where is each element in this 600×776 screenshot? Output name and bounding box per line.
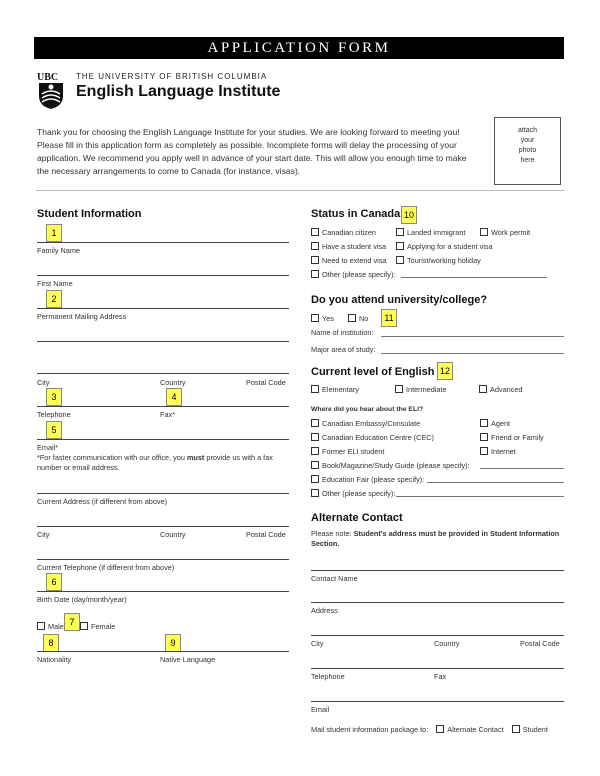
svg-text:UBC: UBC bbox=[37, 72, 59, 83]
status-tourist-holiday[interactable] bbox=[396, 256, 481, 265]
option-label: Have a student visa bbox=[322, 242, 387, 251]
intro-paragraph-1: Thank you for choosing the English Language Institute for your studies. We are looking forward to meeting you! bbox=[37, 127, 460, 137]
checkbox-box[interactable] bbox=[311, 447, 319, 455]
family-name-field[interactable] bbox=[37, 242, 289, 243]
divider bbox=[36, 190, 564, 191]
option-label: Need to extend visa bbox=[322, 256, 387, 265]
ubc-crest-logo bbox=[36, 70, 66, 110]
major-field[interactable] bbox=[381, 353, 564, 354]
checkbox-box[interactable] bbox=[311, 489, 319, 497]
checkbox-box[interactable] bbox=[480, 419, 488, 427]
hear-other-field[interactable] bbox=[396, 496, 564, 497]
annotation-tag-5: 5 bbox=[46, 421, 62, 439]
option-label: Book/Magazine/Study Guide (please specify): bbox=[322, 461, 470, 470]
intro-paragraph-2: Please fill in this application form as completely as possible. Incomplete forms will delay the processing of your application. We recommend you apply well in advance of your start date. This will allow you enough time to make the necessary arrangements to come to Canada (for instance, visas). bbox=[37, 140, 467, 176]
alternate-contact-heading: Alternate Contact bbox=[311, 512, 403, 524]
checkbox-box[interactable] bbox=[480, 228, 488, 236]
option-label: Other (please specify): bbox=[322, 270, 396, 279]
annotation-tag-3: 3 bbox=[46, 388, 62, 406]
option-label: Alternate Contact bbox=[447, 725, 504, 734]
email-label: Email bbox=[311, 705, 330, 714]
note-text: Please note: bbox=[311, 529, 354, 538]
current-address-field[interactable] bbox=[37, 493, 289, 494]
telephone-label: Telephone bbox=[37, 410, 71, 419]
city-label: City bbox=[37, 378, 50, 387]
option-label: Tourist/working holiday bbox=[407, 256, 481, 265]
first-name-label: First Name bbox=[37, 279, 73, 288]
option-label: Education Fair (please specify): bbox=[322, 475, 425, 484]
level-advanced[interactable] bbox=[479, 385, 522, 394]
status-canadian-citizen[interactable] bbox=[311, 228, 376, 237]
city-country-postal-field[interactable] bbox=[37, 373, 289, 374]
postal-code-label: Postal Code bbox=[246, 378, 286, 387]
option-label: Applying for a student visa bbox=[407, 242, 493, 251]
city-label: City bbox=[311, 639, 324, 648]
checkbox-box[interactable] bbox=[311, 228, 319, 236]
female-label: Female bbox=[91, 622, 116, 631]
mail-alternate-checkbox[interactable] bbox=[436, 725, 503, 734]
photo-box-line: attach bbox=[517, 127, 538, 134]
checkbox-box[interactable] bbox=[480, 433, 488, 441]
annotation-tag-9: 9 bbox=[165, 634, 181, 652]
institution-label: Name of institution: bbox=[311, 328, 374, 337]
checkbox-box[interactable] bbox=[37, 622, 45, 630]
hear-internet[interactable] bbox=[480, 447, 516, 456]
intro-text bbox=[37, 126, 477, 178]
contact-telephone-fax-field[interactable] bbox=[311, 668, 564, 669]
contact-name-field[interactable] bbox=[311, 570, 564, 571]
hear-agent[interactable] bbox=[480, 419, 510, 428]
hear-fair-field[interactable] bbox=[427, 482, 564, 483]
family-name-label: Family Name bbox=[37, 246, 80, 255]
status-student-visa[interactable] bbox=[311, 242, 386, 251]
level-intermediate[interactable] bbox=[395, 385, 447, 394]
english-level-heading: Current level of English bbox=[311, 366, 435, 378]
postal-code-label: Postal Code bbox=[246, 530, 286, 539]
hear-other[interactable] bbox=[311, 489, 395, 498]
university-yes-checkbox[interactable] bbox=[311, 314, 334, 323]
option-label: Former ELI student bbox=[322, 447, 385, 456]
form-title-banner: APPLICATION FORM bbox=[34, 37, 564, 59]
checkbox-box[interactable] bbox=[512, 725, 520, 733]
annotation-tag-12: 12 bbox=[437, 362, 453, 380]
city-label: City bbox=[37, 530, 50, 539]
status-other-field[interactable] bbox=[401, 277, 547, 278]
option-label: Elementary bbox=[322, 385, 359, 394]
male-checkbox[interactable] bbox=[37, 622, 64, 631]
birth-date-label: Birth Date (day/month/year) bbox=[37, 595, 127, 604]
university-name: THE UNIVERSITY OF BRITISH COLUMBIA bbox=[76, 72, 268, 81]
checkbox-box[interactable] bbox=[311, 461, 319, 469]
current-telephone-field[interactable] bbox=[37, 559, 289, 560]
email-label: Email* bbox=[37, 443, 59, 452]
checkbox-box[interactable] bbox=[395, 385, 403, 393]
status-extend-visa[interactable] bbox=[311, 256, 387, 265]
annotation-tag-6: 6 bbox=[46, 573, 62, 591]
option-label: Canadian Embassy/Consulate bbox=[322, 419, 421, 428]
contact-address-label: Address bbox=[311, 606, 338, 615]
option-label: Internet bbox=[491, 447, 516, 456]
no-label: No bbox=[359, 314, 369, 323]
annotation-tag-10: 10 bbox=[401, 206, 417, 224]
institution-field[interactable] bbox=[381, 336, 564, 337]
mail-student-checkbox[interactable] bbox=[512, 725, 548, 734]
level-elementary[interactable] bbox=[311, 385, 359, 394]
status-heading: Status in Canada bbox=[311, 208, 401, 220]
option-label: Canadian citizen bbox=[322, 228, 376, 237]
checkbox-box[interactable] bbox=[311, 385, 319, 393]
major-label: Major area of study: bbox=[311, 345, 376, 354]
checkbox-box[interactable] bbox=[311, 475, 319, 483]
hear-former-student[interactable] bbox=[311, 447, 384, 456]
contact-address-field[interactable] bbox=[311, 602, 564, 603]
contact-city-country-postal-field[interactable] bbox=[311, 635, 564, 636]
option-label: Work permit bbox=[491, 228, 531, 237]
mailing-address-field-2[interactable] bbox=[37, 341, 289, 342]
university-no-checkbox[interactable] bbox=[348, 314, 368, 323]
photo-attachment-box[interactable] bbox=[494, 117, 561, 185]
annotation-tag-11: 11 bbox=[381, 309, 397, 327]
mailing-address-label: Permanent Mailing Address bbox=[37, 312, 127, 321]
annotation-tag-8: 8 bbox=[43, 634, 59, 652]
first-name-field[interactable] bbox=[37, 275, 289, 276]
checkbox-box[interactable] bbox=[311, 314, 319, 322]
hear-book-field[interactable] bbox=[480, 468, 564, 469]
fax-label: Fax bbox=[434, 672, 447, 681]
checkbox-box[interactable] bbox=[311, 270, 319, 278]
mail-package-row bbox=[311, 725, 548, 734]
annotation-tag-4: 4 bbox=[166, 388, 182, 406]
student-info-heading: Student Information bbox=[37, 208, 142, 220]
checkbox-box[interactable] bbox=[311, 242, 319, 250]
hear-embassy[interactable] bbox=[311, 419, 420, 428]
note-emphasis: must bbox=[186, 453, 205, 462]
country-label: Country bbox=[160, 530, 186, 539]
status-applying-visa[interactable] bbox=[396, 242, 493, 251]
hear-about-heading: Where did you hear about the ELI? bbox=[311, 406, 424, 413]
email-field[interactable] bbox=[37, 439, 289, 440]
option-label: Landed immigrant bbox=[407, 228, 466, 237]
checkbox-box[interactable] bbox=[311, 433, 319, 441]
photo-box-line: your bbox=[520, 137, 535, 144]
option-label: Advanced bbox=[490, 385, 523, 394]
country-label: Country bbox=[160, 378, 186, 387]
option-label: Other (please specify): bbox=[322, 489, 396, 498]
status-work-permit[interactable] bbox=[480, 228, 530, 237]
checkbox-box[interactable] bbox=[80, 622, 88, 630]
status-other[interactable] bbox=[311, 270, 395, 279]
photo-box-line: photo bbox=[518, 147, 537, 154]
yes-label: Yes bbox=[322, 314, 334, 323]
current-city-country-postal-field[interactable] bbox=[37, 526, 289, 527]
contact-email-field[interactable] bbox=[311, 701, 564, 702]
status-landed-immigrant[interactable] bbox=[396, 228, 465, 237]
telephone-fax-field[interactable] bbox=[37, 406, 289, 407]
checkbox-box[interactable] bbox=[348, 314, 356, 322]
birth-date-field[interactable] bbox=[37, 591, 289, 592]
current-address-label: Current Address (if different from above) bbox=[37, 497, 168, 506]
option-label: Intermediate bbox=[406, 385, 447, 394]
photo-box-line: here bbox=[520, 157, 535, 164]
option-label: Canadian Education Centre (CEC) bbox=[322, 433, 434, 442]
native-language-label: Native Language bbox=[160, 655, 216, 664]
note-text: *For faster communication with our office, you bbox=[37, 453, 187, 462]
nationality-label: Nationality bbox=[37, 655, 72, 664]
note-text: provide us with a fax number or email address. bbox=[37, 453, 273, 472]
checkbox-box[interactable] bbox=[311, 419, 319, 427]
university-heading: Do you attend university/college? bbox=[311, 294, 488, 306]
fax-label: Fax* bbox=[160, 410, 176, 419]
mailing-address-field[interactable] bbox=[37, 308, 289, 309]
country-label: Country bbox=[434, 639, 460, 648]
annotation-tag-1: 1 bbox=[46, 224, 62, 242]
checkbox-box[interactable] bbox=[311, 256, 319, 264]
checkbox-box[interactable] bbox=[436, 725, 444, 733]
female-checkbox[interactable] bbox=[80, 622, 115, 631]
nationality-language-field[interactable] bbox=[37, 651, 289, 652]
checkbox-box[interactable] bbox=[396, 256, 404, 264]
option-label: Student bbox=[522, 725, 548, 734]
checkbox-box[interactable] bbox=[396, 228, 404, 236]
checkbox-box[interactable] bbox=[396, 242, 404, 250]
hear-cec[interactable] bbox=[311, 433, 434, 442]
telephone-label: Telephone bbox=[311, 672, 345, 681]
checkbox-box[interactable] bbox=[479, 385, 487, 393]
postal-code-label: Postal Code bbox=[520, 639, 560, 648]
annotation-tag-2: 2 bbox=[46, 290, 62, 308]
option-label: Friend or Family bbox=[491, 433, 544, 442]
alternate-contact-note bbox=[311, 529, 561, 549]
male-label: Male bbox=[48, 622, 64, 631]
checkbox-box[interactable] bbox=[480, 447, 488, 455]
mail-to-label: Mail student information package to: bbox=[311, 725, 429, 734]
note-emphasis: Student's address must be provided in Student Information Section. bbox=[311, 529, 560, 548]
hear-education-fair[interactable] bbox=[311, 475, 424, 484]
hear-book-guide[interactable] bbox=[311, 461, 470, 470]
hear-friend-family[interactable] bbox=[480, 433, 544, 442]
contact-note bbox=[37, 453, 287, 473]
current-telephone-label: Current Telephone (if different from above) bbox=[37, 563, 175, 572]
annotation-tag-7: 7 bbox=[64, 613, 80, 631]
contact-name-label: Contact Name bbox=[311, 574, 358, 583]
institute-name: English Language Institute bbox=[76, 83, 281, 100]
option-label: Agent bbox=[491, 419, 511, 428]
